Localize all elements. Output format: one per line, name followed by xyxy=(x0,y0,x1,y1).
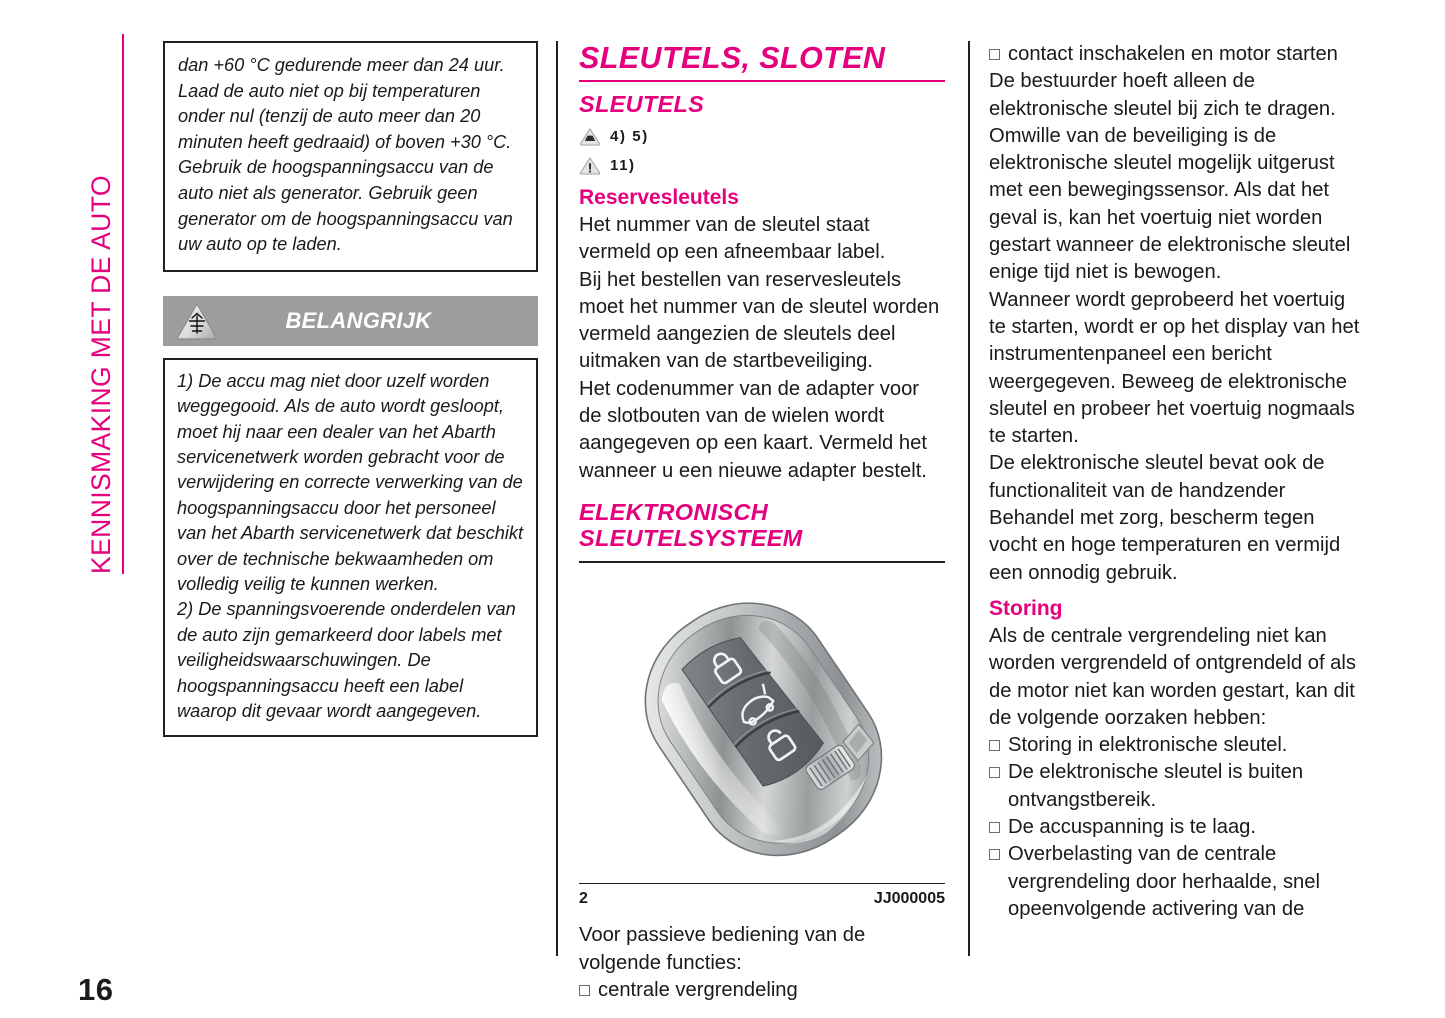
middle-column xyxy=(579,41,945,1004)
figure-electronic-key xyxy=(579,579,945,909)
notes-box xyxy=(163,358,538,738)
paragraph: Voor passieve bediening van de volgende functies: xyxy=(579,924,866,974)
note-item xyxy=(177,369,524,598)
car-warning-triangle-icon xyxy=(579,127,601,146)
paragraph: De elektronische sleutel bevat ook de functionaliteit van de handzender xyxy=(989,452,1325,502)
list-item xyxy=(989,759,1361,814)
list-item-label: contact inschakelen en motor starten xyxy=(1008,43,1338,65)
note-text: De spanningsvoerende onderdelen van de auto zijn gemarkeerd door labels met veiligheidswaarschuwingen. De hoogspanningsaccu heeft een label waarop dit gevaar wordt aangegeven. xyxy=(177,599,516,722)
square-bullet-icon xyxy=(989,822,1000,833)
list-item-label: Overbelasting van de centrale vergrendeling door herhaalde, snel opeenvolgende activering van de xyxy=(1008,843,1320,920)
list-item xyxy=(579,977,945,1004)
warning-box xyxy=(163,41,538,272)
list-item xyxy=(989,41,1361,68)
note-marker: 1) xyxy=(177,370,194,391)
square-bullet-icon xyxy=(989,49,1000,60)
section-title: SLEUTELS xyxy=(579,91,705,117)
environment-triangle-icon xyxy=(175,301,219,341)
page-number: 16 xyxy=(78,972,114,1007)
list-item xyxy=(989,814,1361,841)
list-item xyxy=(989,841,1361,923)
list-item-label: De elektronische sleutel is buiten ontvangstbereik. xyxy=(1008,761,1304,811)
warning-box-text: dan +60 °C gedurende meer dan 24 uur. Laad de auto niet op bij temperaturen onder nul (tenzij de auto meer dan 20 minuten heeft gedraaid) of boven +30 °C. Gebruik de hoogspanningsaccu van de auto niet als generator. Gebruik geen generator om de hoogspanningsaccu van uw auto op te laden. xyxy=(178,55,513,255)
paragraph: Als de centrale vergrendeling niet kan worden vergrendeld of ontgrendeld of als de motor niet kan worden gestart, kan dit de volgende oorzaken hebben: xyxy=(989,624,1356,729)
block-heading-elektronisch-sleutelsysteem: ELEKTRONISCH SLEUTELSYSTEEM xyxy=(579,498,803,551)
symbol-reference-numbers: 11) xyxy=(610,156,636,174)
chapter-title: SLEUTELS, SLOTEN xyxy=(579,41,945,82)
figure-code: JJ000005 xyxy=(873,890,945,908)
figure-number: 2 xyxy=(579,890,588,908)
column-divider-left xyxy=(556,41,558,956)
list-item xyxy=(989,732,1361,759)
section-tab-rule xyxy=(122,34,124,574)
important-bar xyxy=(163,296,538,346)
right-column xyxy=(989,41,1361,923)
paragraph: Omwille van de beveiliging is de elektronische sleutel mogelijk uitgerust met een bewegingssensor. Als dat het geval is, kan het voertuig niet worden gestart wanneer de elektronische sleutel enige tijd niet is bewogen. xyxy=(989,124,1351,284)
note-text: De accu mag niet door uzelf worden weggegooid. Als de auto wordt gesloopt, moet hij naar een dealer van het Abarth servicenetwerk worden gebracht voor de verwijdering en correcte verwerking van de hoogspanningsaccu door het personeel van het Abarth servicenetwerk dat beschikt over de technische bekwaamheden om volledig veilig te kunnen werken. xyxy=(177,370,524,594)
note-marker: 2) xyxy=(177,599,194,620)
paragraph: Wanneer wordt geprobeerd het voertuig te starten, wordt er op het display van het instrumentenpaneel een bericht weergegeven. Beweeg de elektronische sleutel en probeer het voertuig nogmaals te starten. xyxy=(989,288,1360,448)
figure-caption xyxy=(579,890,945,908)
list-item-label: Storing in elektronische sleutel. xyxy=(1008,734,1288,757)
symbol-reference-row xyxy=(579,125,945,147)
paragraph: Het nummer van de sleutel staat vermeld op een afneembaar label. xyxy=(579,214,886,264)
square-bullet-icon xyxy=(989,849,1000,860)
note-item xyxy=(177,597,524,724)
list-item-label: centrale vergrendeling xyxy=(598,978,798,1001)
left-column xyxy=(163,41,538,737)
square-bullet-icon xyxy=(989,740,1000,751)
paragraph: Behandel met zorg, bescherm tegen vocht en hoge temperaturen en vermijd een onnodig gebruik. xyxy=(989,507,1341,584)
subheading-reservesleutels: Reservesleutels xyxy=(579,186,739,209)
square-bullet-icon xyxy=(989,767,1000,778)
section-rule xyxy=(579,561,945,563)
figure-rule xyxy=(579,883,945,885)
square-bullet-icon xyxy=(579,985,590,996)
symbol-reference-numbers: 4) 5) xyxy=(610,127,649,145)
column-divider-right xyxy=(968,41,970,956)
list-item-label: De accuspanning is te laag. xyxy=(1008,816,1257,839)
important-bar-title: BELANGRIJK xyxy=(285,307,432,333)
section-tab-label: KENNISMAKING MET DE AUTO xyxy=(85,175,116,574)
paragraph: De bestuurder hoeft alleen de elektronische sleutel bij zich te dragen. xyxy=(989,70,1336,120)
section-tab xyxy=(78,34,124,574)
paragraph: Bij het bestellen van reservesleutels moet het nummer van de sleutel worden vermeld aangezien de sleutels deel uitmaken van de startbeveiliging. xyxy=(579,268,940,373)
exclamation-triangle-icon xyxy=(579,156,601,175)
paragraph: Het codenummer van de adapter voor de slotbouten van de wielen wordt aangegeven op een kaart. Vermeld het wanneer u een nieuwe adapter bestelt. xyxy=(579,377,927,482)
symbol-reference-row xyxy=(579,154,945,176)
electronic-key-fob-image xyxy=(579,579,945,879)
subheading-storing: Storing xyxy=(989,596,1063,620)
